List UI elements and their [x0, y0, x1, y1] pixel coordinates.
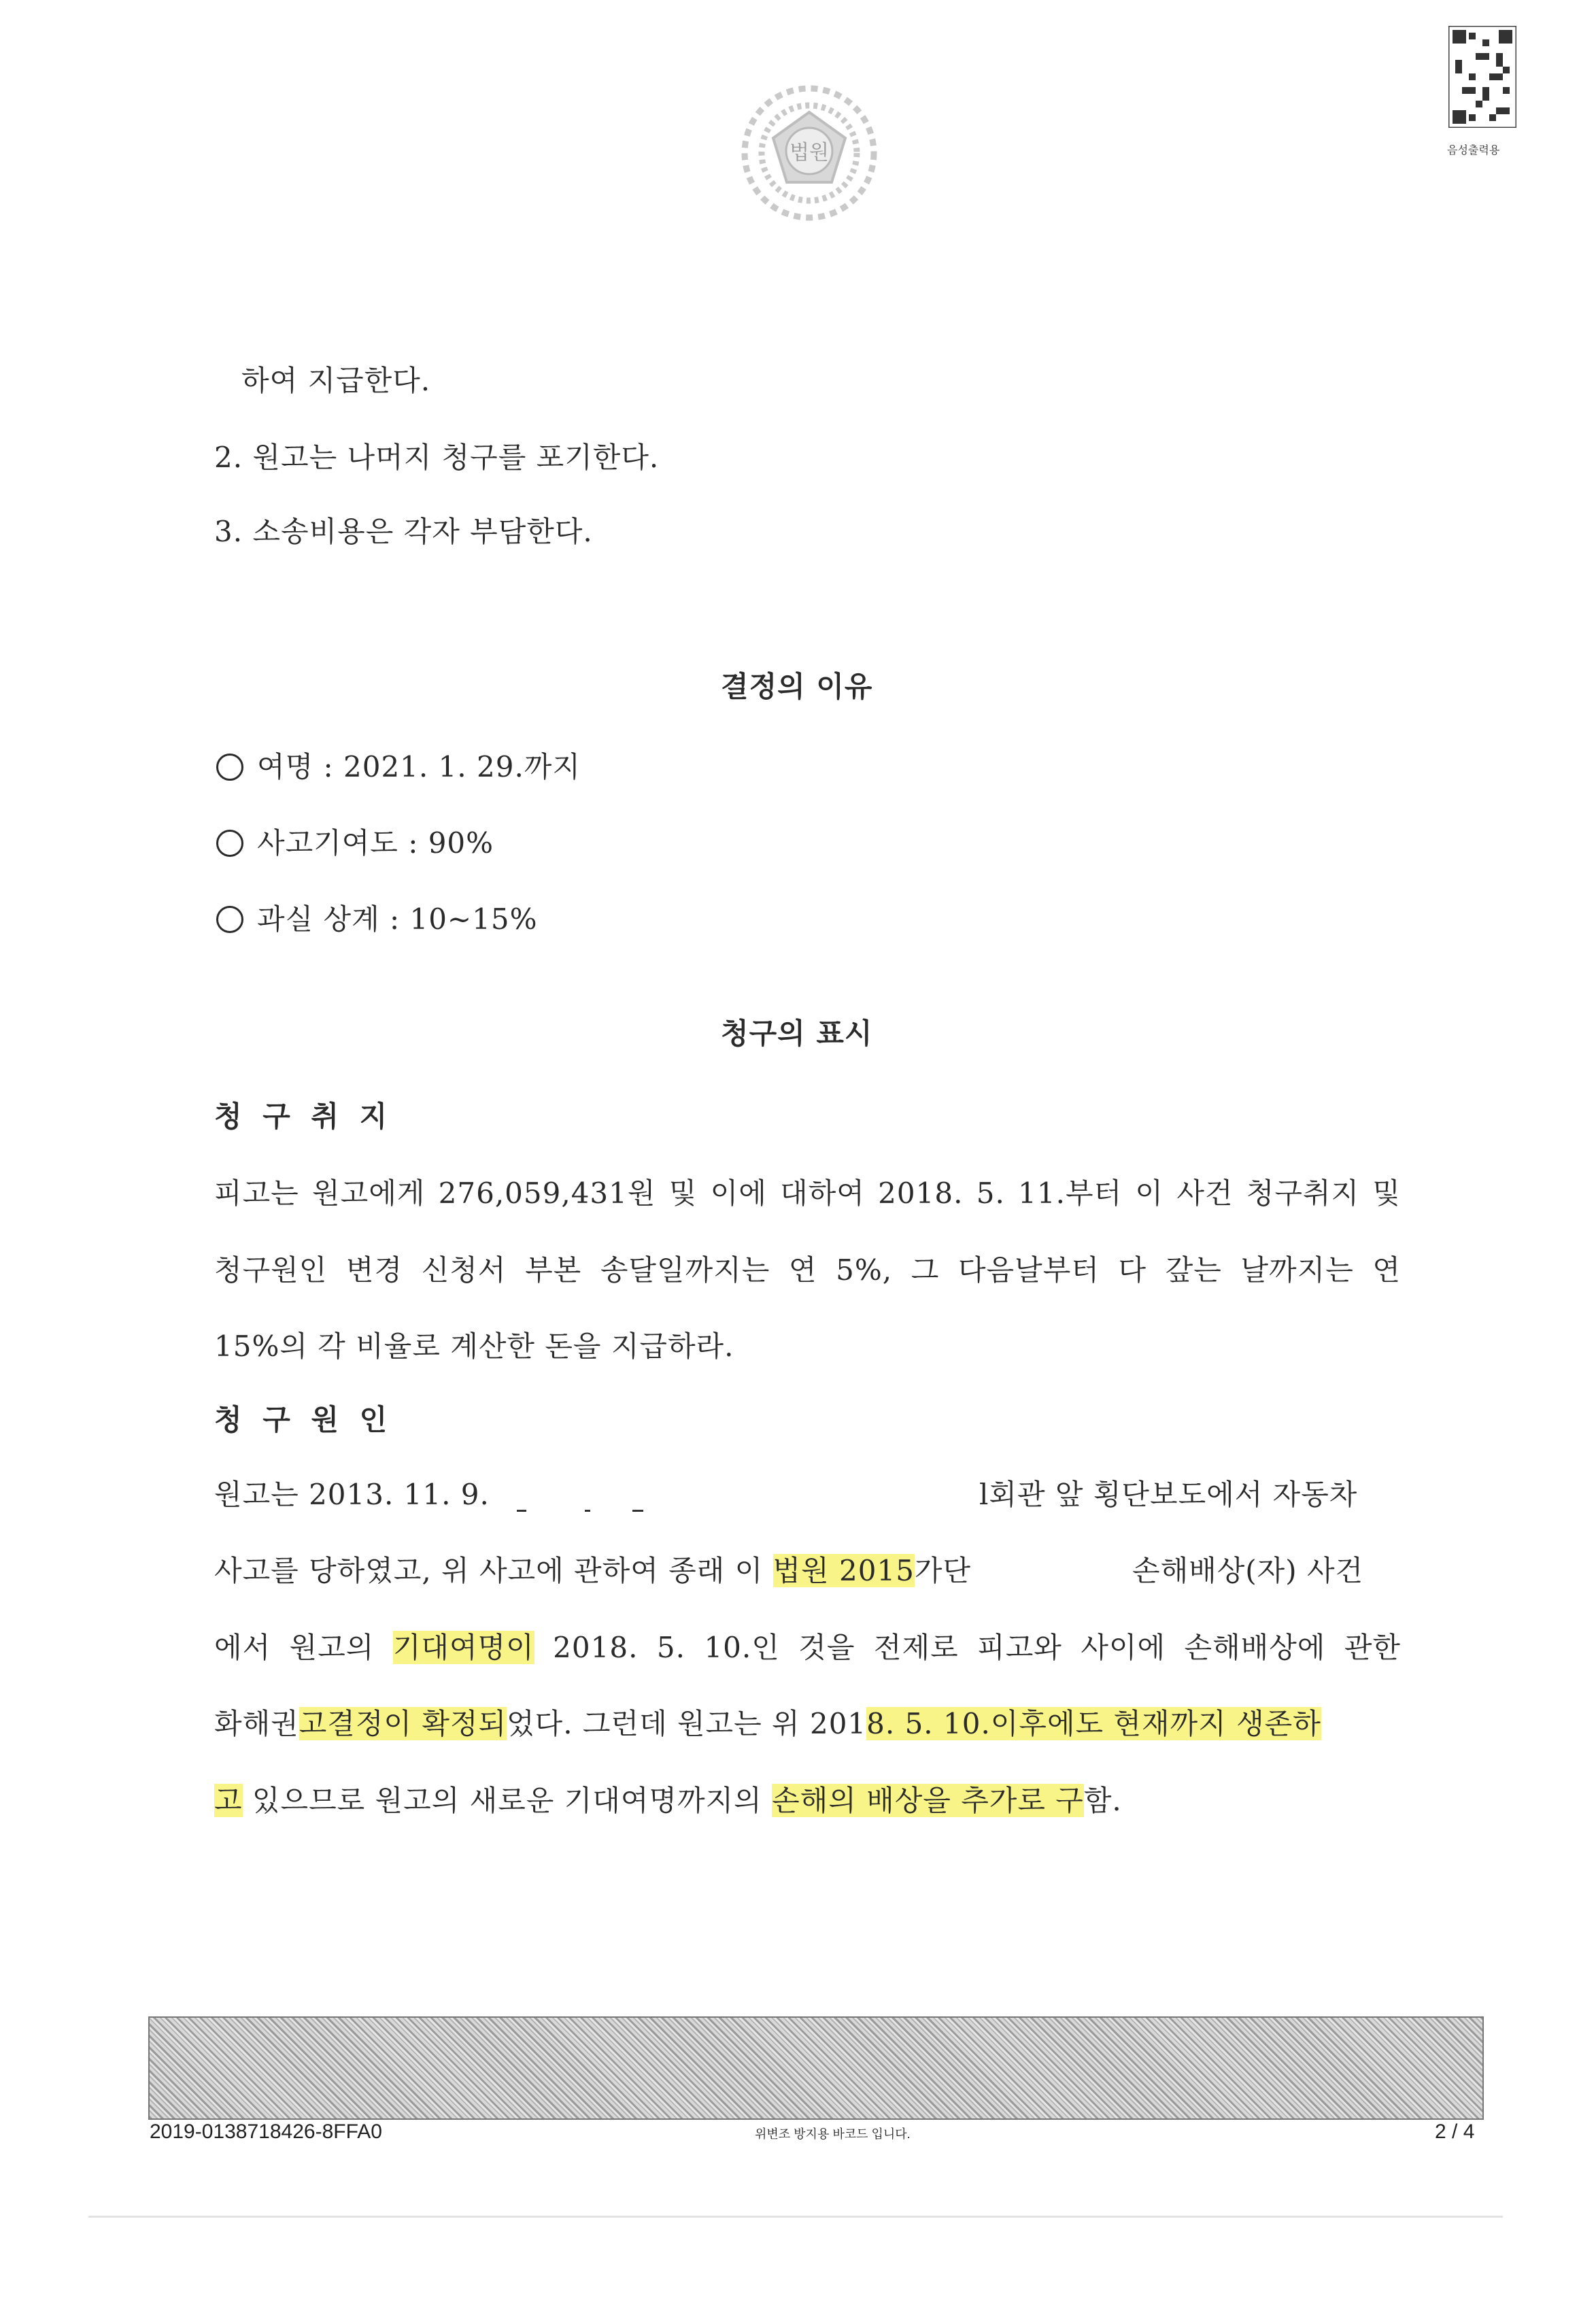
decision-item-3: 3. 소송비용은 각자 부담한다. [214, 515, 593, 548]
redaction-mark [585, 1510, 590, 1512]
claim-heading: 청구의 표시 [721, 1017, 873, 1050]
claim-purpose-line: 15%의 각 비율로 계산한 돈을 지급하라. [214, 1330, 734, 1363]
cause-text: 있으므로 원고의 새로운 기대여명까지의 [242, 1784, 772, 1817]
highlight: 기대여명이 [392, 1631, 534, 1664]
redaction-mark [632, 1510, 643, 1512]
cause-text: 에서 원고의 [214, 1631, 393, 1664]
reason-item [216, 823, 494, 864]
cause-line-4 [214, 1704, 1321, 1744]
court-emblem-icon [731, 75, 887, 231]
highlight: 손해의 배상을 추가로 구 [772, 1784, 1084, 1817]
qr-label: 음성출력용 [1447, 143, 1500, 156]
cause-line-5 [214, 1780, 1122, 1821]
reasons-heading: 결정의 이유 [721, 670, 873, 703]
document-id: 2019-0138718426-8FFA0 [150, 2120, 382, 2143]
cause-line-1b: l회관 앞 횡단보도에서 자동차 [979, 1478, 1358, 1511]
reason-text: 사고기여도 : 90% [257, 826, 494, 860]
reason-item [216, 747, 581, 788]
reason-item [216, 899, 537, 940]
highlight: 고결정이 확정되 [299, 1707, 507, 1740]
emblem-text: 법원 [789, 141, 829, 165]
decision-item-2: 2. 원고는 나머지 청구를 포기한다. [214, 441, 660, 474]
scan-artifact-line [88, 2216, 1503, 2218]
redaction-mark [517, 1510, 526, 1512]
highlight: 법원 2015 [772, 1554, 915, 1587]
barcode-note: 위변조 방지용 바코드 입니다. [755, 2127, 911, 2141]
claim-purpose-line: 피고는 원고에게 276,059,431원 및 이에 대하여 2018. 5. 11.부터 이 사건 청구취지 및 [214, 1177, 1401, 1210]
cause-line-2c: 손해배상(자) 사건 [1132, 1554, 1364, 1587]
anti-forgery-barcode [148, 2016, 1484, 2120]
highlight: 고 [214, 1784, 243, 1817]
claim-purpose-line: 청구원인 변경 신청서 부본 송달일까지는 연 5%, 그 다음날부터 다 갚는 날까지는 연 [214, 1253, 1401, 1287]
decision-continued: 하여 지급한다. [241, 364, 431, 397]
cause-text: 2018. 5. 10.인 것을 전제로 피고와 사이에 손해배상에 관한 [534, 1631, 1401, 1664]
cause-text: 화해권 [214, 1707, 299, 1740]
cause-text: 사고를 당하였고, 위 사고에 관하여 종래 이 [214, 1554, 773, 1587]
claim-cause-heading: 청 구 원 인 [214, 1403, 393, 1436]
cause-text: 함. [1083, 1784, 1122, 1817]
highlight: 8. 5. 10.이후에도 현재까지 생존하 [866, 1707, 1321, 1740]
cause-line-2 [214, 1551, 971, 1591]
page-number: 2 / 4 [1435, 2120, 1475, 2143]
reason-text: 여명 : 2021. 1. 29.까지 [257, 750, 581, 783]
qr-code-icon [1448, 26, 1516, 128]
cause-line-1a: 원고는 2013. 11. 9. [214, 1478, 490, 1511]
reason-text: 과실 상계 : 10~15% [257, 902, 538, 936]
cause-text: 었다. 그런데 원고는 위 201 [507, 1707, 867, 1740]
cause-text: 가단 [914, 1554, 972, 1587]
claim-purpose-heading: 청 구 취 지 [214, 1100, 393, 1133]
cause-line-3 [214, 1627, 1401, 1668]
